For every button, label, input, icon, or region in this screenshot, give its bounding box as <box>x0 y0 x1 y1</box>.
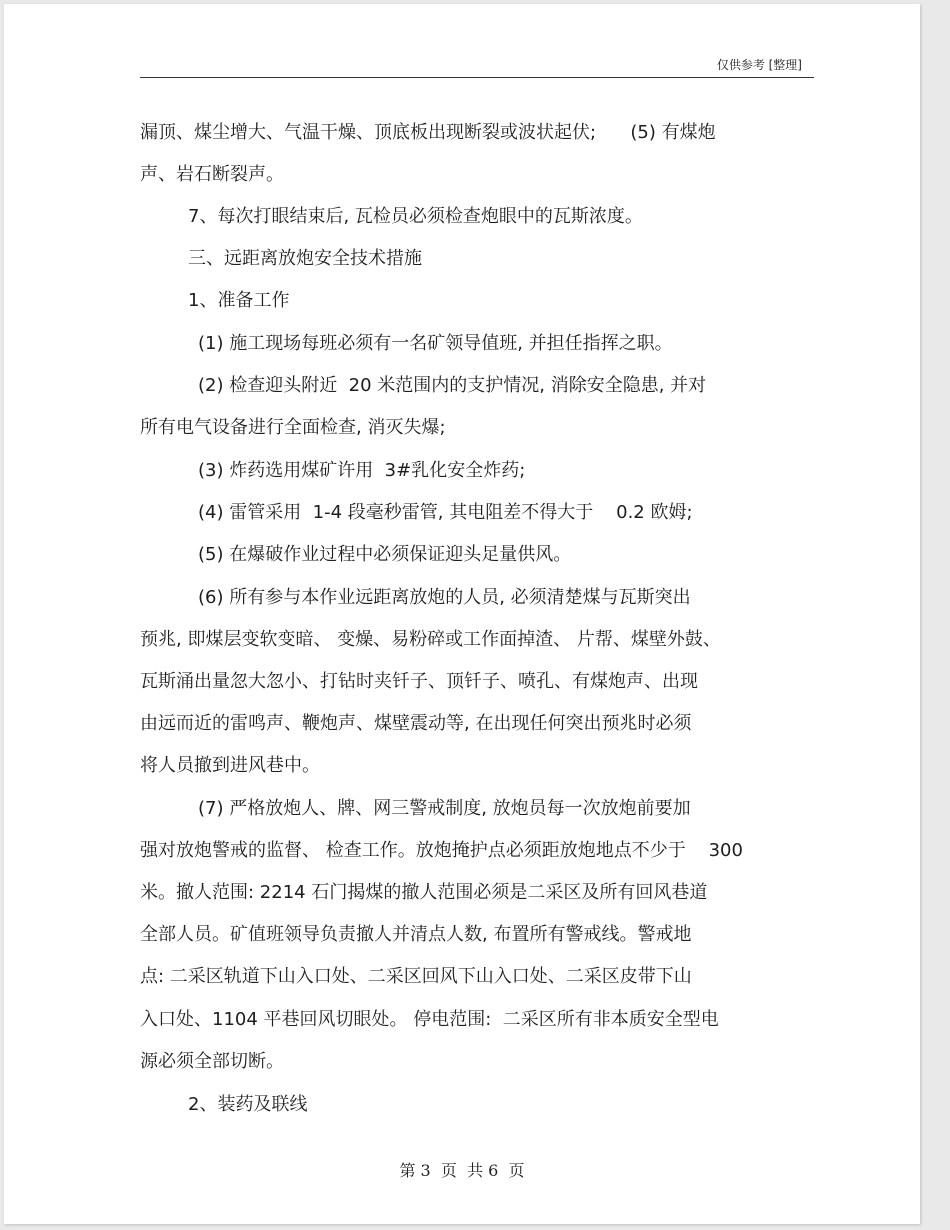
text-line: 米。撤人范围: 2214 石门揭煤的撤人范围必须是二采区及所有回风巷道 <box>140 882 708 903</box>
document-page <box>4 4 920 1224</box>
section-heading: 三、远距离放炮安全技术措施 <box>188 248 422 269</box>
header-rule <box>140 77 814 78</box>
text-line: (6) 所有参与本作业远距离放炮的人员, 必须清楚煤与瓦斯突出 <box>198 587 691 608</box>
header-note: 仅供参考 [整理] <box>716 58 802 72</box>
text-line: (3) 炸药选用煤矿许用 3#乳化安全炸药; <box>198 460 526 481</box>
text-line: (4) 雷管采用 1-4 段毫秒雷管, 其电阻差不得大于 0.2 欧姆; <box>198 502 693 523</box>
text-line: 7、每次打眼结束后, 瓦检员必须检查炮眼中的瓦斯浓度。 <box>188 206 643 227</box>
text-line: 将人员撤到进风巷中。 <box>140 755 320 776</box>
text-line: 所有电气设备进行全面检查, 消灭失爆; <box>140 417 446 438</box>
text-line: (7) 严格放炮人、牌、网三警戒制度, 放炮员每一次放炮前要加 <box>198 798 691 819</box>
text-line: 声、岩石断裂声。 <box>140 164 284 185</box>
text-line: 全部人员。矿值班领导负责撤人并清点人数, 布置所有警戒线。警戒地 <box>140 924 692 945</box>
text-line: (1) 施工现场每班必须有一名矿领导值班, 并担任指挥之职。 <box>198 333 673 354</box>
text-line: 由远而近的雷鸣声、鞭炮声、煤壁震动等, 在出现任何突出预兆时必须 <box>140 713 692 734</box>
page-number-footer: 第 3 页 共 6 页 <box>399 1161 525 1180</box>
text-line: 预兆, 即煤层变软变暗、 变燥、易粉碎或工作面掉渣、 片帮、煤壁外鼓、 <box>140 629 721 650</box>
text-line: 漏顶、煤尘增大、气温干燥、顶底板出现断裂或波状起伏; (5) 有煤炮 <box>140 122 716 143</box>
subsection-heading: 1、准备工作 <box>188 290 290 311</box>
text-line: 强对放炮警戒的监督、 检查工作。放炮掩护点必须距放炮地点不少于 300 <box>140 840 743 861</box>
text-line: 点: 二采区轨道下山入口处、二采区回风下山入口处、二采区皮带下山 <box>140 966 692 987</box>
text-line: 入口处、1104 平巷回风切眼处。 停电范围: 二采区所有非本质安全型电 <box>140 1009 719 1030</box>
text-line: 源必须全部切断。 <box>140 1051 284 1072</box>
text-line: 瓦斯涌出量忽大忽小、打钻时夹钎子、顶钎子、喷孔、有煤炮声、出现 <box>140 671 698 692</box>
text-line: (2) 检查迎头附近 20 米范围内的支护情况, 消除安全隐患, 并对 <box>198 375 707 396</box>
text-line: (5) 在爆破作业过程中必须保证迎头足量供风。 <box>198 544 572 565</box>
subsection-heading: 2、装药及联线 <box>188 1094 308 1115</box>
